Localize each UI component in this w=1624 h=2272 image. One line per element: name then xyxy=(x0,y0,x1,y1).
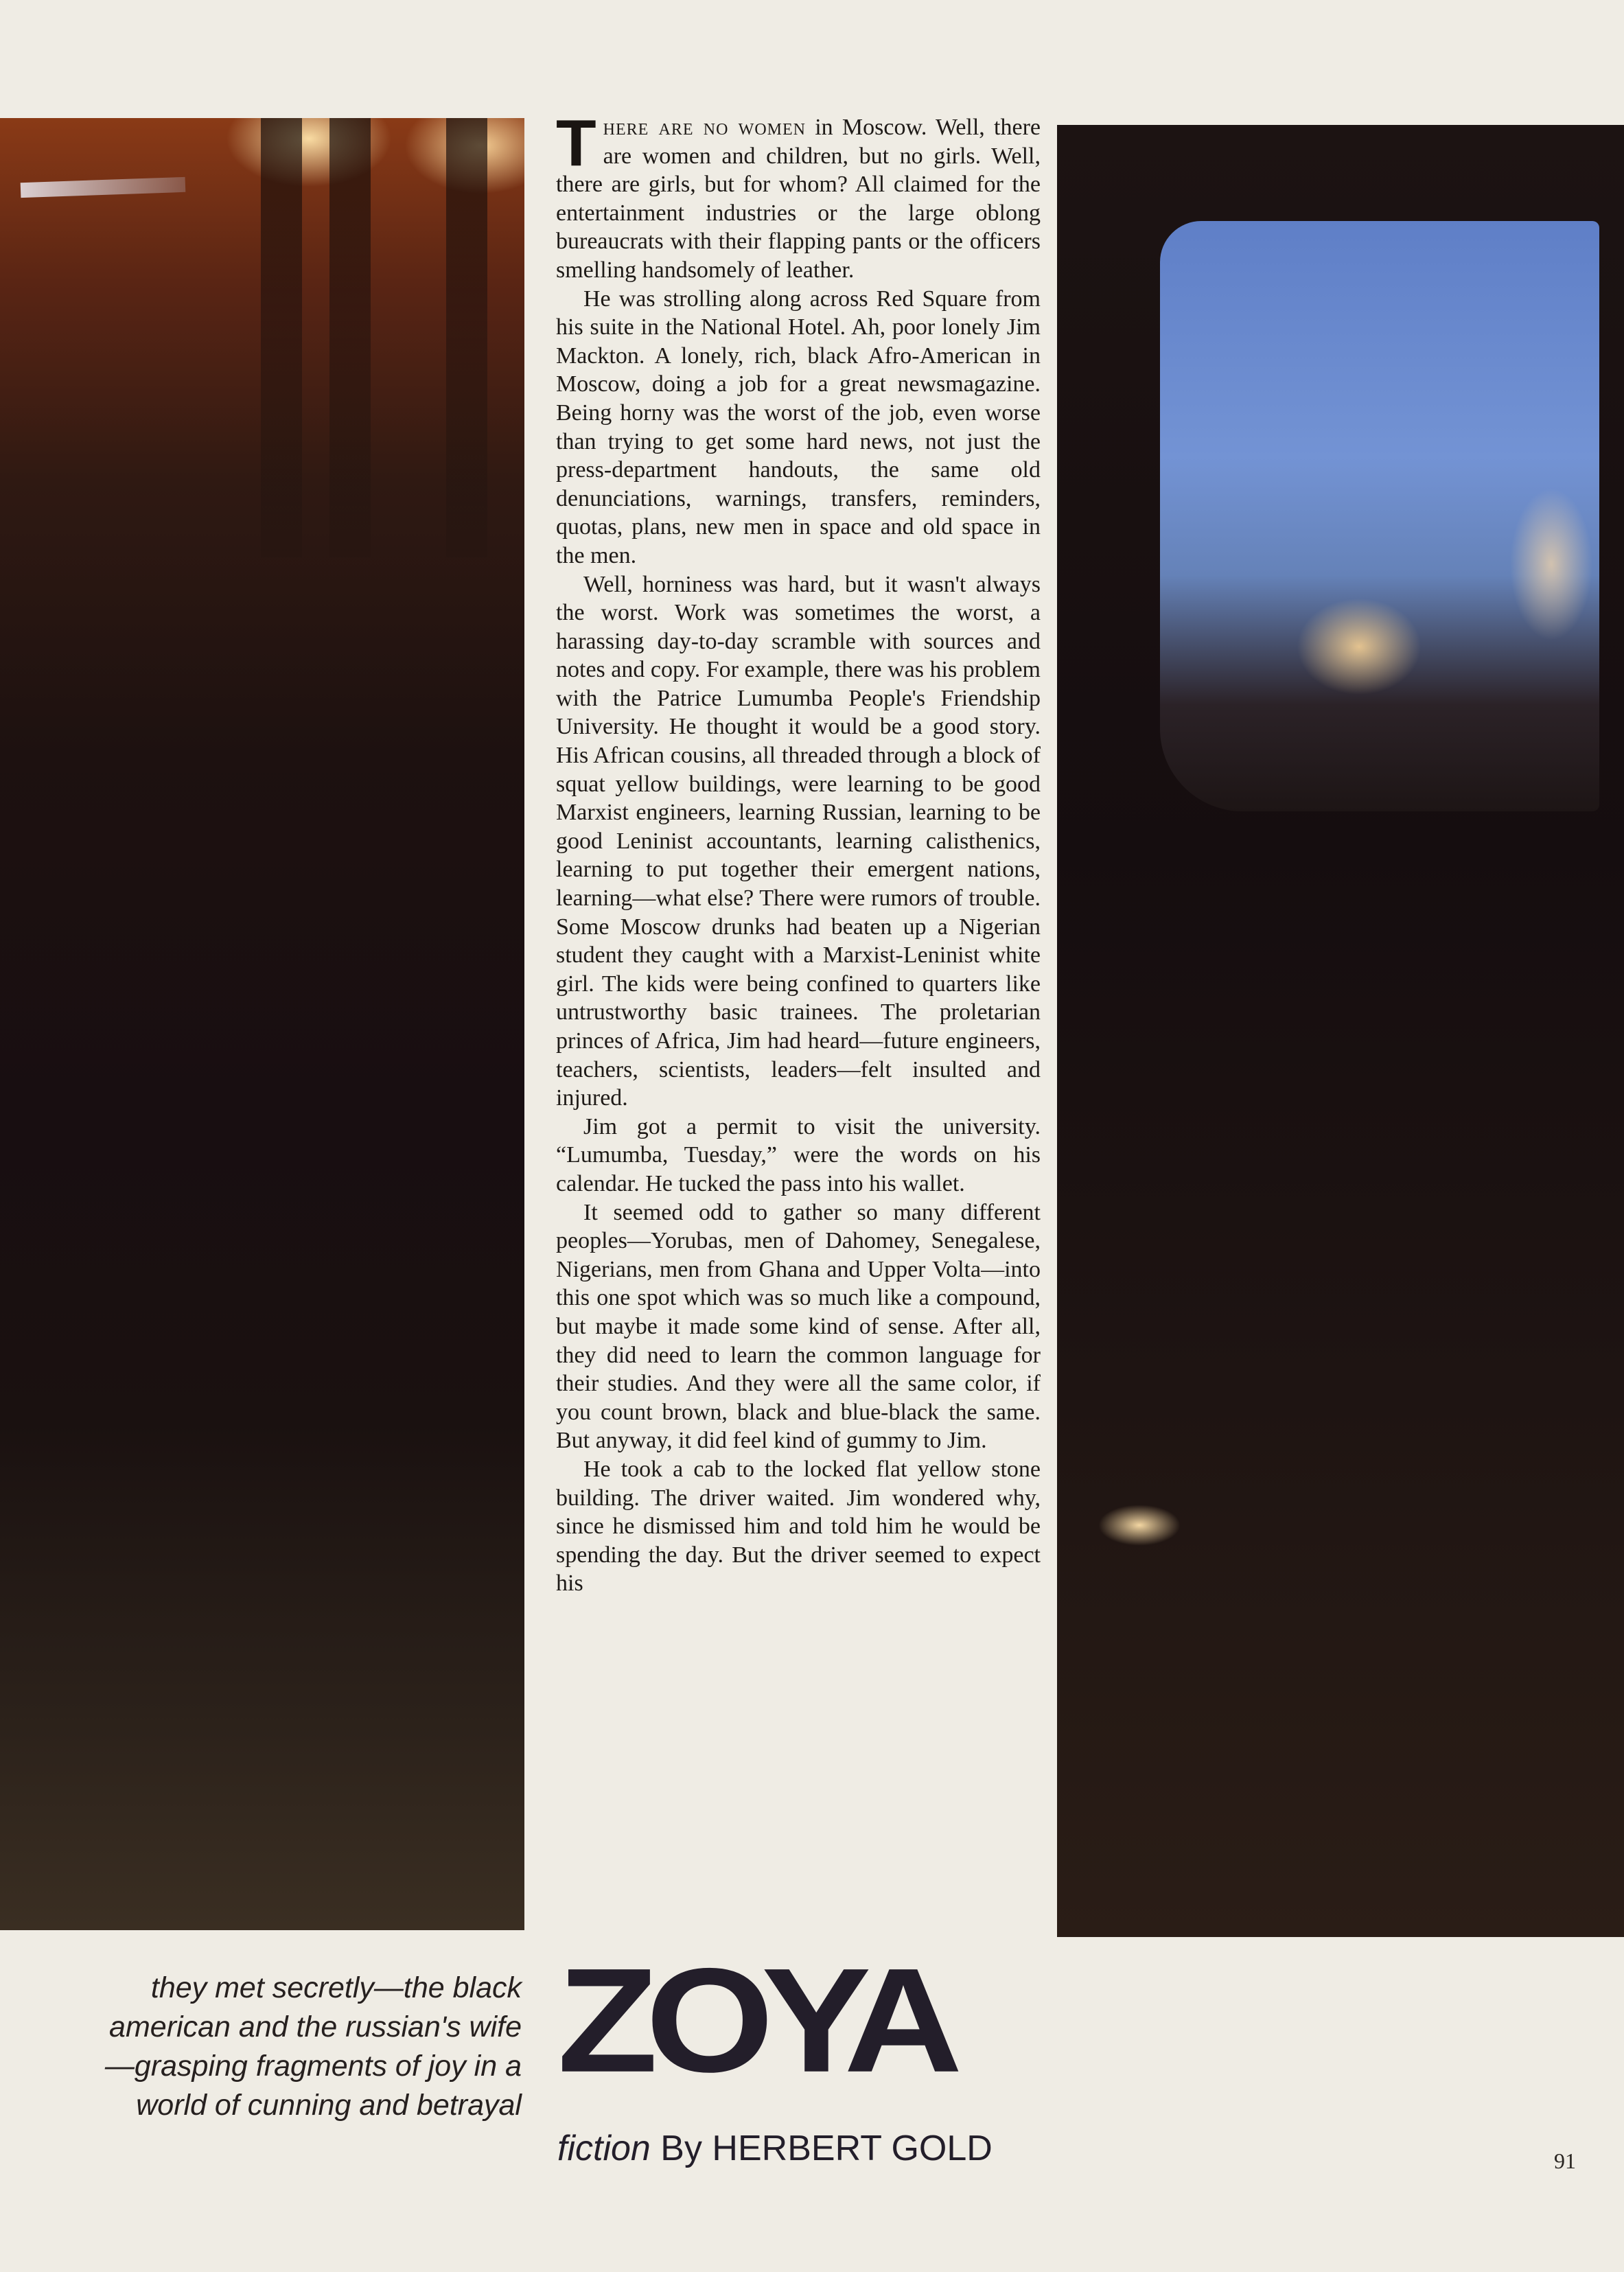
article-paragraph: He was strolling along across Red Square from his suite in the National Hotel. Ah, poor lonely Jim Mackton. A lonely, rich, black Afro-American in Moscow, doing a job for a great newsmagazine. Being horny was the worst of the job, even worse than trying to get some hard news, not just the press-department handouts, the same old denunciations, warnings, transfers, reminders, quotas, plans, new men in space and old space in the men. xyxy=(556,286,1041,568)
left-photograph xyxy=(0,118,524,1930)
column-shadow xyxy=(261,118,302,557)
window-view xyxy=(1160,221,1599,811)
light-glare xyxy=(21,177,186,198)
column-shadow xyxy=(446,118,487,557)
byline-fiction: fiction xyxy=(557,2129,651,2168)
paragraph-text: in Moscow. Well, there are women and children, but no girls. Well, there are girls, but for whom? All claimed for the entertainment industries or the large oblong bureaucrats with their flapping pants or the officers smelling handsomely of leather. xyxy=(556,115,1041,283)
right-photograph xyxy=(1057,125,1624,1937)
story-blurb: they met secretly—the black american and the russian's wife—grasping fragments of joy in a world of cunning and betrayal xyxy=(104,1971,522,2122)
article-paragraph: Well, horniness was hard, but it wasn't always the worst. Work was sometimes the worst, a harassing day-to-day scramble with sources and notes and copy. For example, there was his problem with the Patrice Lumumba People's Friendship University. He thought it would be a good story. His African cousins, all threaded through a block of squat yellow buildings, were learning to be good Marxist engineers, learning Russian, learning to be good Leninist accountants, learning calisthenics, learning to put together their emergent nations, learning—what else? There were rumors of trouble. Some Moscow drunks had beaten up a Nigerian student they caught with a Marxist-Leninist white girl. The kids were being confined to quarters like untrustworthy basic trainees. The proletarian princes of Africa, Jim had heard—future engineers, teachers, scientists, leaders—felt insulted and injured. xyxy=(556,571,1041,1111)
article-paragraph: He took a cab to the locked flat yellow stone building. The driver waited. Jim wondered why, since he dismissed him and told him he would be spending the day. But the driver seemed to expect his xyxy=(556,1456,1041,1597)
drop-cap: T xyxy=(556,106,596,180)
byline xyxy=(557,2128,993,2169)
article-paragraph: Jim got a permit to visit the university. “Lumumba, Tuesday,” were the words on his calendar. He tucked the pass into his wallet. xyxy=(556,1113,1041,1196)
story-title: ZOYA xyxy=(557,1937,951,2103)
byline-author: By HERBERT GOLD xyxy=(660,2129,993,2168)
article-paragraph: It seemed odd to gather so many different peoples—Yorubas, men of Dahomey, Senegalese, Nigerians, men from Ghana and Upper Volta—into this one spot which was so much like a compound, but maybe it made some kind of sense. After all, they did need to learn the common language for their studies. And they were all the same color, if you count brown, black and blue-black the same. But anyway, it did feel kind of gummy to Jim. xyxy=(556,1199,1041,1454)
page-number: 91 xyxy=(1554,2148,1576,2173)
lead-in: here are no women xyxy=(603,115,806,140)
article-paragraph xyxy=(556,106,1041,285)
lamp-glow xyxy=(1098,1505,1181,1546)
column-shadow xyxy=(329,118,371,557)
article-body xyxy=(556,106,1041,1598)
